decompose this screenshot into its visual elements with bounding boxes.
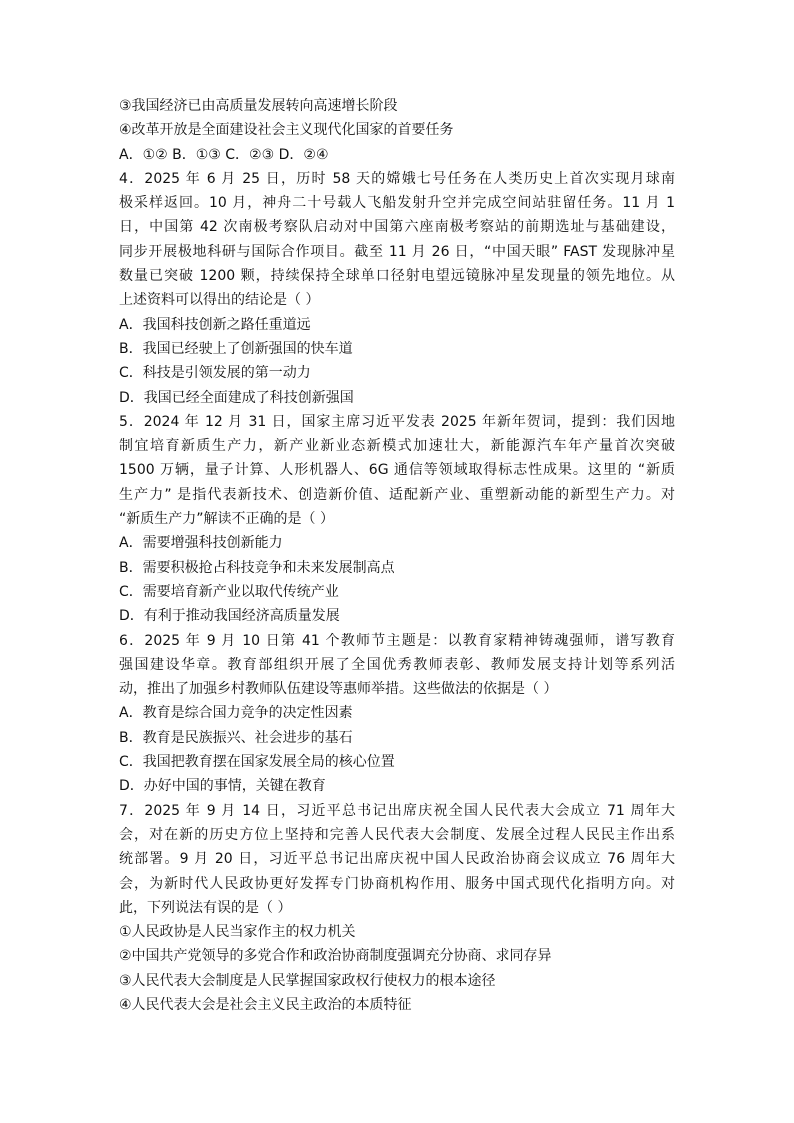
text-line: 动，推出了加强乡村教师队伍建设等惠师举措。这些做法的依据是（ ） — [119, 681, 558, 698]
text-line: ③我国经济已由高质量发展转向高速增长阶段 — [119, 98, 398, 114]
text-line: 生产力” 是指代表新技术、创造新价值、适配新产业、重塑新动能的新型生产力。对 — [119, 486, 675, 503]
text-line: “新质生产力”解读不正确的是（ ） — [119, 511, 334, 528]
text-line: 4．2025 年 6 月 25 日，历时 58 天的嫦娥七号任务在人类历史上首次实现月球南 — [119, 170, 675, 187]
text-line: ④改革开放是全面建设社会主义现代化国家的首要任务 — [119, 122, 454, 139]
text-line: 1500 万辆，量子计算、人形机器人、6G 通信等领域取得标志性成果。这里的 “新质 — [119, 462, 675, 479]
text-line: ④人民代表大会是社会主义民主政治的本质特征 — [119, 996, 412, 1013]
text-line: 7．2025 年 9 月 14 日，习近平总书记出席庆祝全国人民代表大会成立 71 周年大 — [119, 802, 675, 819]
text-line: C．需要培育新产业以取代传统产业 — [119, 583, 339, 600]
text-line: B．需要积极抢占科技竞争和未来发展制高点 — [119, 559, 395, 576]
text-line: C．我国把教育摆在国家发展全局的核心位置 — [119, 754, 395, 771]
text-line: D．有利于推动我国经济高质量发展 — [119, 608, 340, 625]
text-line: C．科技是引领发展的第一动力 — [119, 365, 311, 382]
text-line: A．教育是综合国力竞争的决定性因素 — [119, 705, 353, 722]
text-line: ③人民代表大会制度是人民掌握国家政权行使权力的根本途径 — [119, 972, 496, 989]
text-line: B．我国已经驶上了创新强国的快车道 — [119, 340, 353, 357]
text-line: A．①② B．①③ C．②③ D．②④ — [119, 146, 329, 163]
text-line: ②中国共产党领导的多党合作和政治协商制度强调充分协商、求同存异 — [119, 948, 552, 965]
text-line: ①人民政协是人民当家作主的权力机关 — [119, 924, 356, 941]
text-line: B．教育是民族振兴、社会进步的基石 — [119, 729, 353, 746]
text-line: 强国建设华章。教育部组织开展了全国优秀教师表彰、教师发展支持计划等系列活 — [119, 656, 675, 673]
document-body — [119, 94, 675, 1017]
text-line: D．我国已经全面建成了科技创新强国 — [119, 389, 354, 406]
text-line: 会，对在新的历史方位上坚持和完善人民代表大会制度、发展全过程人民民主作出系 — [119, 826, 675, 843]
text-line: 同步开展极地科研与国际合作项目。截至 11 月 26 日，“中国天眼” FAST 发现脉冲星 — [119, 243, 675, 260]
text-line: 数量已突破 1200 颗，持续保持全球单口径射电望远镜脉冲星发现量的领先地位。从 — [119, 268, 675, 285]
text-line: 统部署。9 月 20 日，习近平总书记出席庆祝中国人民政治协商会议成立 76 周年大 — [119, 851, 675, 868]
text-line: 制宜培育新质生产力，新产业新业态新模式加速壮大，新能源汽车年产量首次突破 — [119, 438, 675, 455]
text-line: A．需要增强科技创新能力 — [119, 535, 283, 552]
text-line: 日，中国第 42 次南极考察队启动对中国第六座南极考察站的前期选址与基础建设， — [119, 219, 675, 236]
text-line: D．办好中国的事情，关键在教育 — [119, 778, 326, 795]
text-line: 此，下列说法有误的是（ ） — [119, 899, 292, 916]
text-line: 5．2024 年 12 月 31 日，国家主席习近平发表 2025 年新年贺词，提到：我们因地 — [119, 413, 675, 430]
text-line: A．我国科技创新之路任重道远 — [119, 316, 311, 333]
text-line: 上述资料可以得出的结论是（ ） — [119, 292, 320, 309]
text-line: 极采样返回。10 月，神舟二十号载人飞船发射升空并完成空间站驻留任务。11 月 1 — [119, 195, 675, 212]
text-line: 6．2025 年 9 月 10 日第 41 个教师节主题是：以教育家精神铸魂强师，谱写教育 — [119, 632, 675, 649]
text-line: 会，为新时代人民政协更好发挥专门协商机构作用、服务中国式现代化指明方向。对 — [119, 875, 675, 892]
